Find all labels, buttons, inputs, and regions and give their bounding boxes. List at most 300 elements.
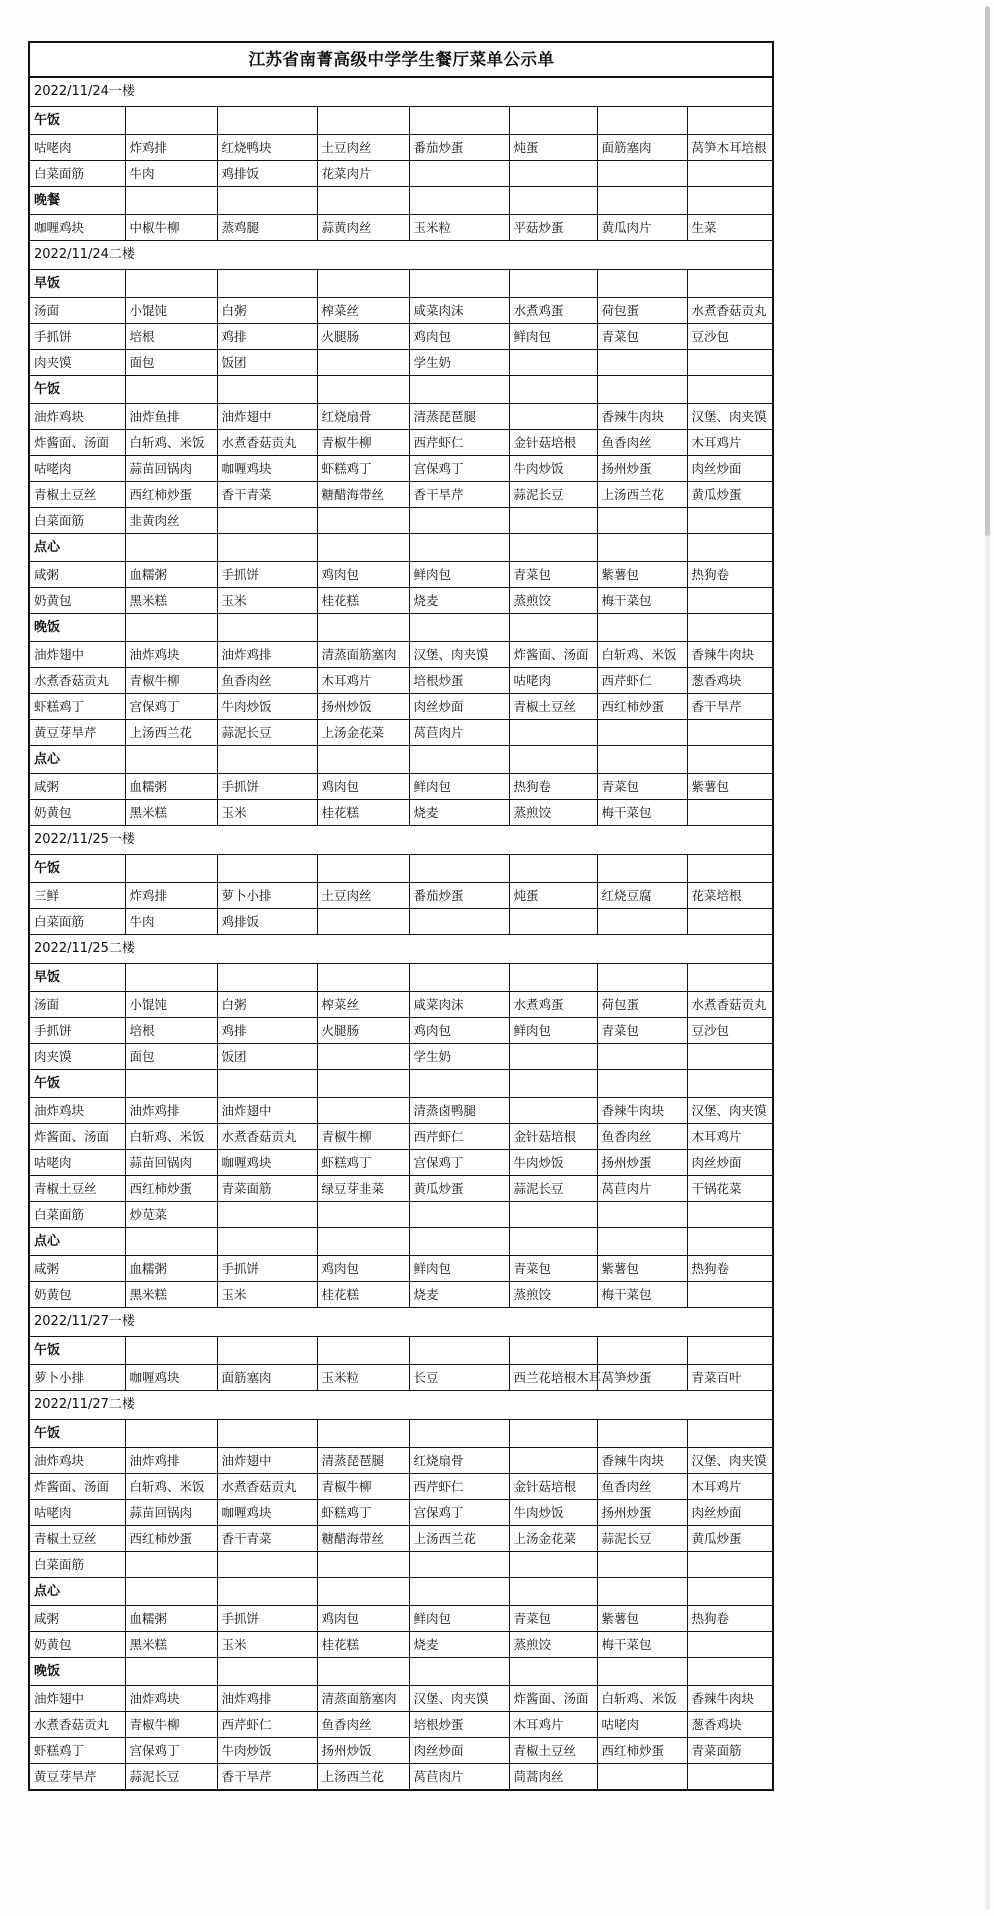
- dish-cell: 奶黄包: [29, 800, 125, 826]
- empty-cell: [597, 1552, 687, 1578]
- meal-header-blank-cell: [217, 1228, 317, 1256]
- dish-cell: 黄豆芽旱芹: [29, 1764, 125, 1791]
- dish-cell: 血糯粥: [125, 562, 217, 588]
- dish-cell: 蒜泥长豆: [125, 1764, 217, 1791]
- dish-cell: 油炸翅中: [29, 642, 125, 668]
- meal-header-blank-cell: [409, 1070, 509, 1098]
- menu-row: [29, 1552, 773, 1578]
- empty-cell: [597, 1044, 687, 1070]
- meal-header-blank-cell: [687, 376, 773, 404]
- dish-cell: 鱼香肉丝: [317, 1712, 409, 1738]
- dish-cell: 清蒸面筋塞肉: [317, 642, 409, 668]
- dish-cell: 水煮香菇贡丸: [687, 992, 773, 1018]
- meal-label: 晚饭: [29, 614, 125, 642]
- date-label: 2022/11/25二楼: [29, 935, 773, 964]
- dish-cell: 糖醋海带丝: [317, 1526, 409, 1552]
- meal-label: 点心: [29, 534, 125, 562]
- empty-cell: [317, 1202, 409, 1228]
- meal-header-blank-cell: [687, 614, 773, 642]
- dish-cell: 金针菇培根: [509, 1474, 597, 1500]
- dish-cell: 牛肉: [125, 909, 217, 935]
- dish-cell: 蒜苗回锅肉: [125, 456, 217, 482]
- dish-cell: 土豆肉丝: [317, 135, 409, 161]
- dish-cell: 培根: [125, 324, 217, 350]
- dish-cell: 鲜肉包: [409, 562, 509, 588]
- dish-cell: 西红柿炒蛋: [597, 1738, 687, 1764]
- meal-header-blank-cell: [509, 107, 597, 135]
- menu-row: [29, 324, 773, 350]
- menu-row: [29, 1448, 773, 1474]
- dish-cell: 红烧扇骨: [317, 404, 409, 430]
- menu-row: [29, 1150, 773, 1176]
- meal-header-blank-cell: [125, 376, 217, 404]
- dish-cell: 木耳鸡片: [687, 1124, 773, 1150]
- dish-cell: 蒜泥长豆: [597, 1526, 687, 1552]
- menu-row: [29, 668, 773, 694]
- empty-cell: [597, 1764, 687, 1791]
- meal-label: 晚饭: [29, 1658, 125, 1686]
- meal-label: 点心: [29, 1578, 125, 1606]
- meal-header-blank-cell: [409, 270, 509, 298]
- meal-header-blank-cell: [217, 376, 317, 404]
- meal-header-blank-cell: [597, 1420, 687, 1448]
- dish-cell: 肉丝炒面: [409, 694, 509, 720]
- date-header-row: [29, 1391, 773, 1420]
- dish-cell: 蒸鸡腿: [217, 215, 317, 241]
- dish-cell: 咖喱鸡块: [217, 456, 317, 482]
- meal-header-blank-cell: [409, 107, 509, 135]
- meal-header-blank-cell: [597, 107, 687, 135]
- date-label: 2022/11/27一楼: [29, 1308, 773, 1337]
- dish-cell: 香辣牛肉块: [687, 642, 773, 668]
- meal-header-blank-cell: [125, 1070, 217, 1098]
- dish-cell: 牛肉炒饭: [509, 1150, 597, 1176]
- empty-cell: [409, 909, 509, 935]
- meal-header-blank-cell: [317, 614, 409, 642]
- meal-header-blank-cell: [409, 1337, 509, 1365]
- dish-cell: 油炸鸡排: [217, 1686, 317, 1712]
- date-header-row: [29, 77, 773, 107]
- dish-cell: 汉堡、肉夹馍: [687, 1098, 773, 1124]
- dish-cell: 上汤西兰花: [597, 482, 687, 508]
- dish-cell: 木耳鸡片: [687, 430, 773, 456]
- meal-header-blank-cell: [509, 614, 597, 642]
- dish-cell: 香干青菜: [217, 482, 317, 508]
- dish-cell: 玉米: [217, 800, 317, 826]
- dish-cell: 烧麦: [409, 800, 509, 826]
- dish-cell: 莴苣肉片: [409, 1764, 509, 1791]
- dish-cell: 鲜肉包: [409, 1256, 509, 1282]
- dish-cell: 白斩鸡、米饭: [125, 1474, 217, 1500]
- dish-cell: 鲜肉包: [509, 324, 597, 350]
- dish-cell: 青菜包: [509, 562, 597, 588]
- dish-cell: 水煮鸡蛋: [509, 298, 597, 324]
- dish-cell: 西芹虾仁: [409, 1124, 509, 1150]
- empty-cell: [687, 1632, 773, 1658]
- dish-cell: 黑米糕: [125, 1632, 217, 1658]
- dish-cell: 上汤西兰花: [125, 720, 217, 746]
- meal-label: 午饭: [29, 1420, 125, 1448]
- meal-header-blank-cell: [597, 964, 687, 992]
- dish-cell: 萝卜小排: [29, 1365, 125, 1391]
- empty-cell: [687, 1202, 773, 1228]
- dish-cell: 黑米糕: [125, 588, 217, 614]
- dish-cell: 白菜面筋: [29, 508, 125, 534]
- empty-cell: [687, 800, 773, 826]
- dish-cell: 豆沙包: [687, 324, 773, 350]
- dish-cell: 葱香鸡块: [687, 1712, 773, 1738]
- meal-header-blank-cell: [217, 270, 317, 298]
- dish-cell: 鲜肉包: [509, 1018, 597, 1044]
- dish-cell: 炸酱面、汤面: [509, 1686, 597, 1712]
- empty-cell: [317, 1098, 409, 1124]
- dish-cell: 葱香鸡块: [687, 668, 773, 694]
- dish-cell: 白粥: [217, 992, 317, 1018]
- menu-row: [29, 1500, 773, 1526]
- empty-cell: [317, 350, 409, 376]
- empty-cell: [687, 1552, 773, 1578]
- empty-cell: [687, 720, 773, 746]
- dish-cell: 鸡排饭: [217, 909, 317, 935]
- vertical-scrollbar[interactable]: [985, 6, 990, 1910]
- date-header-row: [29, 1308, 773, 1337]
- dish-cell: 青菜百叶: [687, 1365, 773, 1391]
- dish-cell: 饭团: [217, 1044, 317, 1070]
- meal-header-blank-cell: [125, 855, 217, 883]
- menu-row: [29, 800, 773, 826]
- meal-header-row: [29, 1420, 773, 1448]
- dish-cell: 水煮香菇贡丸: [217, 1474, 317, 1500]
- meal-header-blank-cell: [509, 534, 597, 562]
- dish-cell: 鸡肉包: [317, 1256, 409, 1282]
- meal-header-blank-cell: [597, 1658, 687, 1686]
- dish-cell: 宫保鸡丁: [409, 1500, 509, 1526]
- dish-cell: 白菜面筋: [29, 1552, 125, 1578]
- meal-header-blank-cell: [409, 187, 509, 215]
- dish-cell: 清蒸卤鸭腿: [409, 1098, 509, 1124]
- dish-cell: 青椒土豆丝: [509, 694, 597, 720]
- dish-cell: 榨菜丝: [317, 992, 409, 1018]
- dish-cell: 白斩鸡、米饭: [597, 642, 687, 668]
- dish-cell: 鸡肉包: [409, 324, 509, 350]
- dish-cell: 热狗卷: [687, 562, 773, 588]
- meal-label: 午饭: [29, 1070, 125, 1098]
- meal-header-blank-cell: [317, 746, 409, 774]
- date-header-row: [29, 935, 773, 964]
- meal-header-blank-cell: [217, 746, 317, 774]
- menu-row: [29, 298, 773, 324]
- dish-cell: 鸡肉包: [409, 1018, 509, 1044]
- empty-cell: [687, 161, 773, 187]
- dish-cell: 蒸煎饺: [509, 588, 597, 614]
- dish-cell: 鲜肉包: [409, 1606, 509, 1632]
- meal-header-blank-cell: [687, 1658, 773, 1686]
- meal-header-blank-cell: [217, 964, 317, 992]
- dish-cell: 咸粥: [29, 562, 125, 588]
- menu-row: [29, 562, 773, 588]
- dish-cell: 鱼香肉丝: [597, 430, 687, 456]
- dish-cell: 咖喱鸡块: [217, 1150, 317, 1176]
- meal-header-row: [29, 1228, 773, 1256]
- dish-cell: 玉米粒: [409, 215, 509, 241]
- empty-cell: [509, 350, 597, 376]
- dish-cell: 上汤西兰花: [317, 1764, 409, 1791]
- dish-cell: 小馄饨: [125, 298, 217, 324]
- dish-cell: 油炸翅中: [217, 1448, 317, 1474]
- meal-header-blank-cell: [597, 187, 687, 215]
- dish-cell: 上汤金花菜: [509, 1526, 597, 1552]
- dish-cell: 肉丝炒面: [687, 1500, 773, 1526]
- dish-cell: 玉米: [217, 1632, 317, 1658]
- dish-cell: 油炸鸡排: [125, 1448, 217, 1474]
- meal-header-blank-cell: [687, 1578, 773, 1606]
- meal-header-blank-cell: [687, 1420, 773, 1448]
- menu-row: [29, 720, 773, 746]
- dish-cell: 青菜面筋: [687, 1738, 773, 1764]
- dish-cell: 鸡肉包: [317, 562, 409, 588]
- dish-cell: 生菜: [687, 215, 773, 241]
- dish-cell: 三鲜: [29, 883, 125, 909]
- dish-cell: 汤面: [29, 992, 125, 1018]
- dish-cell: 紫薯包: [597, 562, 687, 588]
- meal-header-blank-cell: [217, 614, 317, 642]
- meal-header-row: [29, 1337, 773, 1365]
- menu-row: [29, 909, 773, 935]
- dish-cell: 白菜面筋: [29, 1202, 125, 1228]
- dish-cell: 肉夹馍: [29, 1044, 125, 1070]
- meal-header-blank-cell: [317, 107, 409, 135]
- meal-header-blank-cell: [509, 1658, 597, 1686]
- meal-header-blank-cell: [317, 964, 409, 992]
- meal-header-blank-cell: [317, 1337, 409, 1365]
- meal-header-row: [29, 534, 773, 562]
- empty-cell: [687, 909, 773, 935]
- meal-header-blank-cell: [409, 746, 509, 774]
- dish-cell: 西芹虾仁: [597, 668, 687, 694]
- empty-cell: [597, 1202, 687, 1228]
- meal-header-blank-cell: [687, 1070, 773, 1098]
- dish-cell: 咸菜肉沫: [409, 992, 509, 1018]
- dish-cell: 桂花糕: [317, 1632, 409, 1658]
- empty-cell: [125, 1552, 217, 1578]
- dish-cell: 红烧豆腐: [597, 883, 687, 909]
- dish-cell: 蒜苗回锅肉: [125, 1500, 217, 1526]
- dish-cell: 学生奶: [409, 1044, 509, 1070]
- dish-cell: 蒜黄肉丝: [317, 215, 409, 241]
- dish-cell: 虾糕鸡丁: [317, 456, 409, 482]
- dish-cell: 汤面: [29, 298, 125, 324]
- dish-cell: 汉堡、肉夹馍: [409, 1686, 509, 1712]
- empty-cell: [317, 1044, 409, 1070]
- dish-cell: 莴笋木耳培根: [687, 135, 773, 161]
- dish-cell: 咕咾肉: [509, 668, 597, 694]
- dish-cell: 咖喱鸡块: [217, 1500, 317, 1526]
- meal-header-blank-cell: [125, 1578, 217, 1606]
- meal-header-blank-cell: [125, 746, 217, 774]
- meal-header-blank-cell: [597, 534, 687, 562]
- dish-cell: 炖蛋: [509, 135, 597, 161]
- dish-cell: 汉堡、肉夹馍: [687, 404, 773, 430]
- dish-cell: 莴苣肉片: [409, 720, 509, 746]
- dish-cell: 牛肉炒饭: [217, 1738, 317, 1764]
- dish-cell: 扬州炒蛋: [597, 1150, 687, 1176]
- meal-label: 晚餐: [29, 187, 125, 215]
- dish-cell: 黄瓜炒蛋: [687, 482, 773, 508]
- dish-cell: 荷包蛋: [597, 992, 687, 1018]
- dish-cell: 桂花糕: [317, 1282, 409, 1308]
- dish-cell: 鱼香肉丝: [597, 1474, 687, 1500]
- meal-header-blank-cell: [317, 1578, 409, 1606]
- menu-row: [29, 642, 773, 668]
- dish-cell: 手抓饼: [29, 324, 125, 350]
- meal-header-blank-cell: [509, 187, 597, 215]
- meal-header-blank-cell: [217, 855, 317, 883]
- meal-label: 早饭: [29, 270, 125, 298]
- dish-cell: 手抓饼: [217, 1256, 317, 1282]
- dish-cell: 火腿肠: [317, 324, 409, 350]
- dish-cell: 咕咾肉: [29, 1150, 125, 1176]
- dish-cell: 黄豆芽旱芹: [29, 720, 125, 746]
- dish-cell: 扬州炒蛋: [597, 456, 687, 482]
- dish-cell: 青菜包: [509, 1256, 597, 1282]
- dish-cell: 香辣牛肉块: [597, 1448, 687, 1474]
- empty-cell: [687, 588, 773, 614]
- meal-header-blank-cell: [597, 746, 687, 774]
- meal-header-row: [29, 376, 773, 404]
- meal-header-blank-cell: [217, 1658, 317, 1686]
- meal-header-blank-cell: [409, 855, 509, 883]
- meal-header-blank-cell: [217, 187, 317, 215]
- dish-cell: 油炸翅中: [217, 1098, 317, 1124]
- meal-header-blank-cell: [125, 270, 217, 298]
- meal-header-blank-cell: [509, 270, 597, 298]
- dish-cell: 炸鸡排: [125, 883, 217, 909]
- dish-cell: 咖喱鸡块: [29, 215, 125, 241]
- dish-cell: 咸粥: [29, 1256, 125, 1282]
- dish-cell: 清蒸面筋塞肉: [317, 1686, 409, 1712]
- meal-header-blank-cell: [125, 1420, 217, 1448]
- meal-header-blank-cell: [409, 534, 509, 562]
- empty-cell: [217, 508, 317, 534]
- dish-cell: 鸡肉包: [317, 1606, 409, 1632]
- dish-cell: 鱼香肉丝: [597, 1124, 687, 1150]
- meal-header-blank-cell: [509, 964, 597, 992]
- meal-header-blank-cell: [409, 614, 509, 642]
- dish-cell: 汉堡、肉夹馍: [409, 642, 509, 668]
- menu-row: [29, 1686, 773, 1712]
- meal-label: 点心: [29, 1228, 125, 1256]
- dish-cell: 奶黄包: [29, 588, 125, 614]
- meal-header-row: [29, 746, 773, 774]
- dish-cell: 茼蒿肉丝: [509, 1764, 597, 1791]
- dish-cell: 鸡排: [217, 1018, 317, 1044]
- menu-row: [29, 215, 773, 241]
- meal-header-blank-cell: [217, 107, 317, 135]
- dish-cell: 白粥: [217, 298, 317, 324]
- empty-cell: [687, 1282, 773, 1308]
- dish-cell: 油炸鸡排: [125, 1098, 217, 1124]
- dish-cell: 血糯粥: [125, 1606, 217, 1632]
- menu-row: [29, 135, 773, 161]
- meal-label: 午饭: [29, 855, 125, 883]
- dish-cell: 白菜面筋: [29, 161, 125, 187]
- dish-cell: 木耳鸡片: [509, 1712, 597, 1738]
- dish-cell: 炸酱面、汤面: [29, 430, 125, 456]
- dish-cell: 西红柿炒蛋: [125, 482, 217, 508]
- menu-row: [29, 456, 773, 482]
- dish-cell: 香辣牛肉块: [597, 1098, 687, 1124]
- menu-row: [29, 1764, 773, 1791]
- dish-cell: 梅干菜包: [597, 588, 687, 614]
- dish-cell: 扬州炒饭: [317, 1738, 409, 1764]
- dish-cell: 油炸鸡块: [29, 1448, 125, 1474]
- meal-header-blank-cell: [317, 1070, 409, 1098]
- meal-header-blank-cell: [597, 376, 687, 404]
- meal-label: 午饭: [29, 376, 125, 404]
- dish-cell: 金针菇培根: [509, 430, 597, 456]
- empty-cell: [509, 404, 597, 430]
- meal-label: 午饭: [29, 1337, 125, 1365]
- dish-cell: 奶黄包: [29, 1282, 125, 1308]
- menu-row: [29, 1738, 773, 1764]
- menu-row: [29, 1282, 773, 1308]
- dish-cell: 炒苋菜: [125, 1202, 217, 1228]
- meal-header-blank-cell: [509, 1337, 597, 1365]
- dish-cell: 中椒牛柳: [125, 215, 217, 241]
- meal-header-blank-cell: [597, 1228, 687, 1256]
- meal-header-blank-cell: [317, 376, 409, 404]
- dish-cell: 水煮香菇贡丸: [217, 430, 317, 456]
- empty-cell: [597, 508, 687, 534]
- menu-row: [29, 1124, 773, 1150]
- dish-cell: 香干旱芹: [217, 1764, 317, 1791]
- dish-cell: 牛肉: [125, 161, 217, 187]
- dish-cell: 荷包蛋: [597, 298, 687, 324]
- dish-cell: 蒸煎饺: [509, 1282, 597, 1308]
- meal-header-blank-cell: [509, 1578, 597, 1606]
- dish-cell: 小馄饨: [125, 992, 217, 1018]
- dish-cell: 咕咾肉: [29, 456, 125, 482]
- meal-header-blank-cell: [409, 964, 509, 992]
- dish-cell: 肉丝炒面: [687, 1150, 773, 1176]
- scrollbar-thumb[interactable]: [985, 6, 990, 536]
- meal-header-blank-cell: [509, 376, 597, 404]
- dish-cell: 黄瓜肉片: [597, 215, 687, 241]
- dish-cell: 青椒牛柳: [317, 1474, 409, 1500]
- meal-header-blank-cell: [125, 187, 217, 215]
- dish-cell: 炸鸡排: [125, 135, 217, 161]
- meal-header-blank-cell: [317, 855, 409, 883]
- meal-header-blank-cell: [125, 964, 217, 992]
- dish-cell: 西芹虾仁: [217, 1712, 317, 1738]
- dish-cell: 培根炒蛋: [409, 1712, 509, 1738]
- meal-header-blank-cell: [509, 855, 597, 883]
- menu-row: [29, 1176, 773, 1202]
- dish-cell: 火腿肠: [317, 1018, 409, 1044]
- dish-cell: 花菜培根: [687, 883, 773, 909]
- meal-header-blank-cell: [409, 376, 509, 404]
- dish-cell: 绿豆芽韭菜: [317, 1176, 409, 1202]
- dish-cell: 咸菜肉沫: [409, 298, 509, 324]
- empty-cell: [217, 1552, 317, 1578]
- dish-cell: 宫保鸡丁: [125, 694, 217, 720]
- meal-header-row: [29, 1070, 773, 1098]
- dish-cell: 虾糕鸡丁: [29, 694, 125, 720]
- meal-header-blank-cell: [317, 270, 409, 298]
- dish-cell: 炖蛋: [509, 883, 597, 909]
- dish-cell: 烧麦: [409, 1282, 509, 1308]
- dish-cell: 糖醋海带丝: [317, 482, 409, 508]
